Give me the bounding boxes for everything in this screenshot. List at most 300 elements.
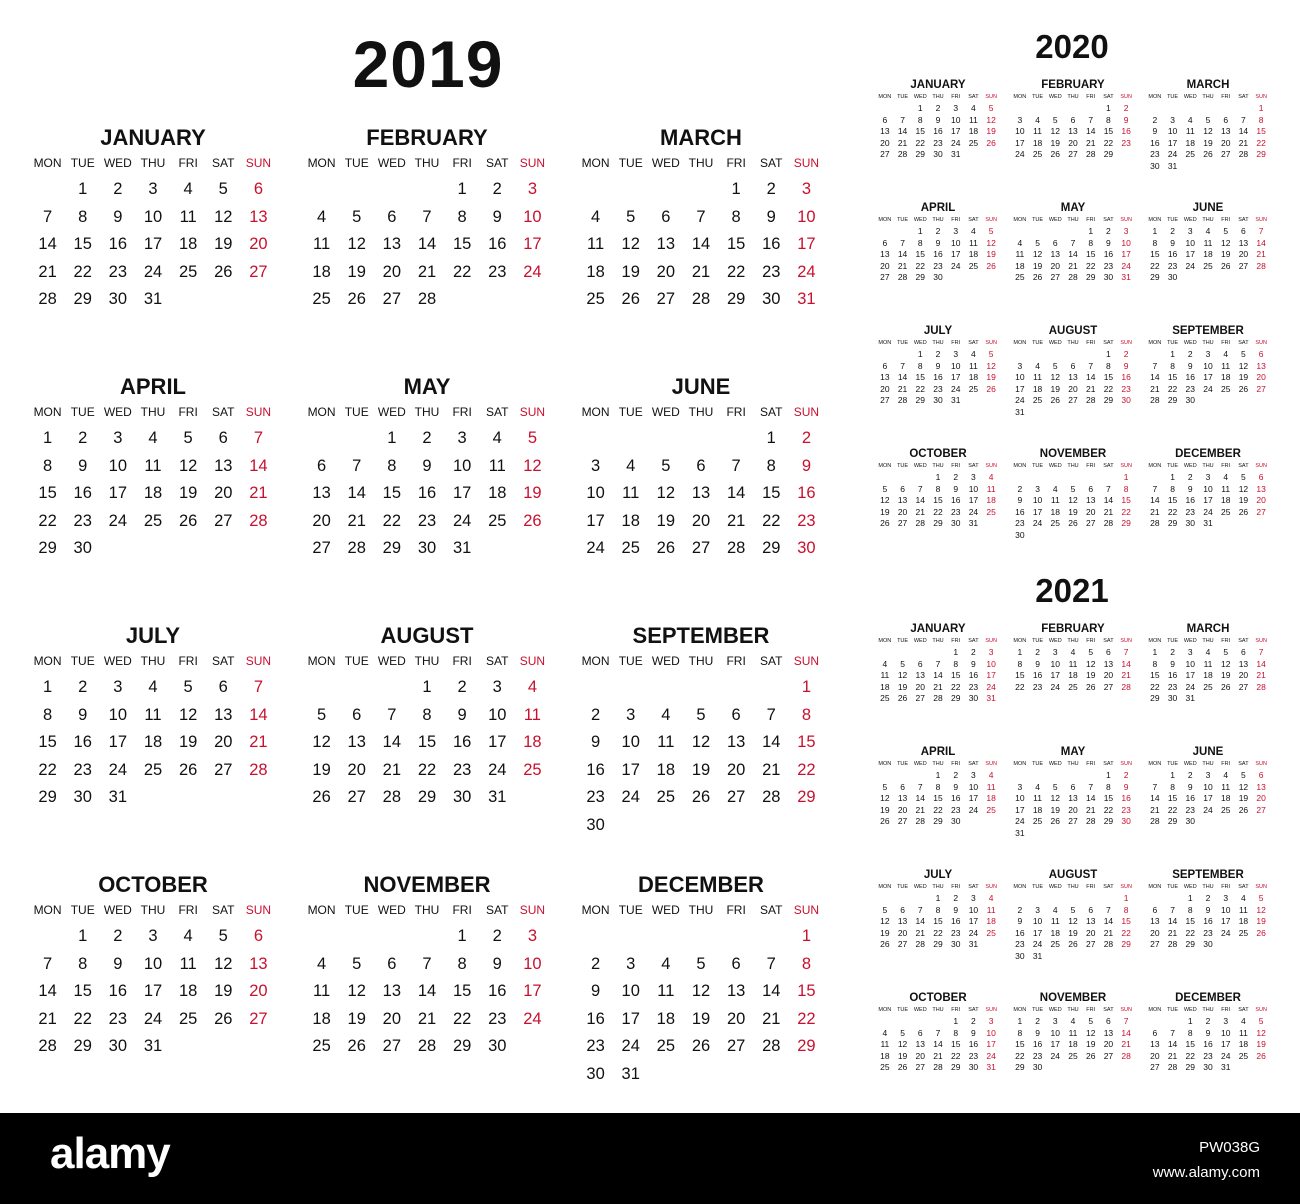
day-cell: 27 [915,693,926,703]
day-cell: 3 [113,678,123,696]
day-cell: 8 [917,360,923,371]
month-2020-september [1146,324,1270,418]
month-title: SEPTEMBER [632,623,770,648]
day-cell: 5 [1258,893,1264,903]
day-cell: 15 [73,235,92,253]
day-cell: 28 [897,395,908,405]
day-cell: 8 [422,705,432,724]
month-2019-january [30,125,276,341]
day-cell: 14 [1167,1039,1178,1049]
day-cell: 18 [1068,670,1078,680]
day-cell: 17 [1015,383,1025,394]
day-cell: 18 [586,262,605,281]
weekday-mon: MON [581,156,610,170]
day-cell: 23 [1015,518,1025,528]
day-cell: 14 [1150,495,1160,505]
weekday-wed: WED [1048,340,1062,346]
day-cell: 24 [1203,383,1213,394]
day-cell: 24 [143,1009,163,1028]
day-cell: 28 [1150,816,1160,826]
weekday-wed: WED [913,340,927,346]
day-cell: 22 [38,511,57,530]
day-cell: 4 [1017,237,1023,248]
day-cell: 6 [352,705,362,724]
day-cell: 25 [1032,816,1043,826]
day-cell: 3 [1017,781,1023,792]
weekday-sat: SAT [1103,884,1114,890]
day-cell: 25 [968,383,979,394]
day-cell: 13 [1220,126,1231,136]
day-cell: 13 [915,1039,926,1049]
day-cell: 2 [78,678,88,696]
weekday-tue: TUE [1167,340,1179,346]
day-cell: 19 [986,126,996,136]
day-cell: 22 [1167,383,1178,394]
day-cell: 5 [183,678,193,696]
day-cell: 18 [523,733,542,751]
weekday-thu: THU [932,94,944,100]
weekday-sun: SUN [1255,884,1267,890]
weekday-wed: WED [1048,94,1062,100]
weekday-tue: TUE [1032,638,1044,644]
weekday-wed: WED [913,761,927,767]
day-cell: 1 [1088,226,1094,236]
day-cell: 16 [1015,506,1025,517]
day-cell: 2 [1205,893,1211,903]
weekday-tue: TUE [1032,340,1044,346]
month-title: AUGUST [1048,325,1098,337]
day-cell: 25 [178,1009,198,1028]
day-cell: 9 [971,658,976,669]
weekday-fri: FRI [726,903,746,917]
weekday-sat: SAT [212,654,235,668]
day-cell: 15 [1185,916,1196,926]
day-cell: 22 [950,1050,961,1061]
day-cell: 28 [915,939,926,949]
day-cell: 24 [986,681,996,692]
day-cell: 20 [1238,249,1249,259]
month-grid [304,400,550,590]
day-cell: 12 [880,916,890,926]
day-cell: 29 [933,816,943,826]
day-cell: 25 [1050,939,1061,949]
weekday-thu: THU [932,884,944,890]
month-grid [1146,215,1270,295]
day-cell: 20 [1085,927,1096,938]
month-2021-october [876,991,1000,1085]
day-cell: 23 [586,1037,605,1055]
day-cell: 17 [621,1009,640,1028]
day-cell: 23 [586,788,605,806]
weekday-sun: SUN [1255,761,1267,767]
day-cell: 29 [417,788,437,806]
day-cell: 24 [621,788,640,806]
day-cell: 4 [1035,360,1040,371]
day-cell: 23 [1185,383,1196,394]
day-cell: 20 [1256,372,1266,382]
day-cell: 2 [1035,1016,1040,1026]
weekday-fri: FRI [1221,463,1231,469]
day-cell: 23 [1203,1050,1213,1061]
day-cell: 21 [1238,137,1249,148]
weekday-sat: SAT [212,156,235,170]
month-2019-april [30,374,276,590]
weekday-thu: THU [414,405,440,419]
day-cell: 13 [726,982,746,1000]
day-cell: 31 [108,788,128,806]
day-cell: 23 [1032,681,1043,692]
day-cell: 4 [1052,483,1058,494]
day-cell: 12 [1238,360,1249,371]
day-cell: 22 [950,681,961,692]
day-cell: 28 [1103,518,1114,528]
day-cell: 10 [621,733,640,751]
weekday-wed: WED [1048,761,1062,767]
day-cell: 7 [766,705,776,724]
day-cell: 13 [1068,372,1078,382]
month-2020-june [1146,201,1270,295]
day-cell: 8 [1170,360,1175,371]
day-cell: 22 [915,383,926,394]
day-cell: 31 [950,395,961,405]
day-cell: 30 [797,539,816,557]
weekday-fri: FRI [951,340,961,346]
day-cell: 5 [218,180,228,198]
month-title: MARCH [1186,79,1230,91]
day-cell: 21 [1150,506,1160,517]
day-cell: 3 [988,1016,994,1026]
day-cell: 3 [953,349,959,359]
day-cell: 26 [347,290,366,308]
day-cell: 15 [915,372,926,382]
day-cell: 15 [950,1039,961,1049]
day-cell: 25 [488,511,507,530]
day-cell: 26 [1068,939,1078,949]
day-cell: 30 [1015,529,1025,540]
day-cell: 28 [762,1037,781,1055]
day-cell: 13 [1256,360,1266,371]
day-cell: 10 [621,982,640,1000]
day-cell: 10 [1032,916,1043,926]
day-cell: 17 [950,372,961,382]
day-cell: 27 [1068,149,1078,159]
month-title: NOVEMBER [1039,992,1107,1004]
day-cell: 8 [953,658,959,669]
weekday-fri: FRI [951,94,961,100]
day-cell: 14 [1085,126,1096,136]
month-title: OCTOBER [98,872,208,897]
day-cell: 26 [621,290,640,308]
day-cell: 13 [1068,793,1078,803]
weekday-tue: TUE [1167,884,1179,890]
day-cell: 30 [1167,693,1178,703]
day-cell: 9 [113,954,123,973]
weekday-sat: SAT [486,903,509,917]
day-cell: 22 [1015,681,1025,692]
month-grid [1011,338,1135,418]
month-2021-august [1011,868,1135,962]
day-cell: 23 [762,262,781,281]
day-cell: 29 [915,395,926,405]
day-cell: 31 [143,1037,163,1055]
weekday-fri: FRI [178,156,198,170]
day-cell: 30 [586,1064,605,1083]
day-cell: 3 [492,678,502,696]
day-cell: 1 [801,678,811,696]
day-cell: 11 [969,114,978,125]
day-cell: 7 [42,954,53,973]
day-cell: 23 [452,760,472,779]
weekday-tue: TUE [1032,884,1044,890]
day-cell: 6 [1152,904,1158,915]
day-cell: 18 [968,372,979,382]
day-cell: 19 [986,249,996,259]
day-cell: 11 [986,781,996,792]
day-cell: 9 [1035,658,1040,669]
day-cell: 29 [1256,149,1266,159]
day-cell: 26 [880,816,890,826]
day-cell: 13 [249,207,268,226]
month-title: JUNE [1192,202,1224,214]
day-cell: 19 [1220,670,1231,680]
weekday-thu: THU [932,761,944,767]
day-cell: 27 [249,262,268,281]
month-grid [1146,92,1270,172]
day-cell: 3 [1017,114,1023,125]
day-cell: 21 [417,262,437,281]
day-cell: 7 [1258,647,1264,657]
weekday-thu: THU [1202,884,1214,890]
day-cell: 1 [935,472,941,482]
weekday-sat: SAT [1103,1007,1114,1013]
day-cell: 2 [971,1016,976,1026]
day-cell: 2 [1152,114,1158,125]
day-cell: 8 [801,954,811,973]
weekday-sat: SAT [760,654,783,668]
day-cell: 10 [586,484,605,502]
day-cell: 1 [1170,472,1175,482]
day-cell: 9 [935,360,941,371]
weekday-wed: WED [1183,217,1197,223]
day-cell: 19 [1238,793,1249,803]
day-cell: 2 [1170,226,1175,236]
day-cell: 12 [656,484,676,502]
day-cell: 21 [249,733,268,751]
day-cell: 17 [1203,495,1213,505]
day-cell: 13 [1256,483,1266,494]
day-cell: 22 [1185,1050,1196,1061]
day-cell: 1 [1258,103,1264,113]
day-cell: 25 [178,262,198,281]
day-cell: 7 [422,207,432,226]
day-cell: 3 [971,472,976,482]
weekday-wed: WED [1183,638,1197,644]
day-cell: 22 [1185,927,1196,938]
day-cell: 30 [968,1062,979,1072]
day-cell: 24 [1121,260,1131,271]
day-cell: 14 [762,982,781,1000]
day-cell: 21 [1068,260,1078,271]
day-cell: 1 [766,429,776,447]
day-cell: 1 [78,180,88,198]
month-title: APRIL [120,374,186,399]
day-cell: 16 [968,670,979,680]
month-2020-december [1146,447,1270,541]
weekday-sun: SUN [1120,217,1132,223]
day-cell: 16 [968,1039,979,1049]
day-cell: 27 [880,395,890,405]
day-cell: 9 [953,904,959,915]
day-cell: 3 [457,429,467,447]
weekday-sat: SAT [486,405,509,419]
day-cell: 17 [1185,249,1196,259]
day-cell: 6 [1241,226,1246,236]
day-cell: 21 [897,260,908,271]
day-cell: 12 [1203,126,1213,136]
weekday-sat: SAT [1103,94,1114,100]
day-cell: 23 [1203,927,1213,938]
day-cell: 18 [880,681,890,692]
weekday-mon: MON [1148,217,1162,223]
weekday-fri: FRI [1086,761,1096,767]
day-cell: 19 [1238,372,1249,382]
day-cell: 28 [915,518,926,528]
day-cell: 27 [726,788,746,806]
day-cell: 21 [897,137,908,148]
day-cell: 29 [1121,518,1131,528]
day-cell: 16 [1203,916,1213,926]
day-cell: 22 [1103,804,1114,815]
day-cell: 20 [880,260,890,271]
day-cell: 2 [935,349,941,359]
day-cell: 9 [1123,781,1129,792]
day-cell: 10 [1015,372,1025,382]
day-cell: 8 [801,705,811,724]
day-cell: 30 [73,539,92,557]
day-cell: 10 [968,904,979,915]
weekday-sat: SAT [1238,884,1249,890]
day-cell: 12 [312,733,331,751]
day-cell: 6 [1070,360,1076,371]
day-cell: 14 [897,372,908,382]
day-cell: 9 [766,207,776,226]
weekday-mon: MON [33,903,62,917]
day-cell: 12 [1256,904,1266,915]
weekday-sat: SAT [1238,1007,1249,1013]
weekday-mon: MON [878,217,892,223]
day-cell: 15 [452,235,472,253]
day-cell: 9 [1187,781,1193,792]
month-2021-july [876,868,1000,962]
day-cell: 24 [1015,816,1025,826]
day-cell: 5 [183,429,193,447]
weekday-fri: FRI [178,654,198,668]
weekday-fri: FRI [951,761,961,767]
weekday-fri: FRI [452,903,472,917]
weekday-mon: MON [878,463,892,469]
day-cell: 10 [1185,658,1196,669]
day-cell: 31 [1167,160,1178,171]
day-cell: 12 [986,237,996,248]
day-cell: 20 [382,1009,402,1028]
day-cell: 28 [38,1037,57,1055]
day-cell: 10 [523,954,542,973]
weekday-tue: TUE [1167,761,1179,767]
day-cell: 18 [1185,137,1196,148]
month-grid [876,92,1000,172]
month-title: JULY [923,325,953,337]
weekday-wed: WED [1183,94,1197,100]
day-cell: 8 [1152,237,1158,248]
day-cell: 25 [880,1062,890,1072]
watermark-footer [0,1113,1300,1204]
day-cell: 21 [915,506,926,517]
day-cell: 31 [1015,827,1025,838]
weekday-sun: SUN [245,405,272,419]
weekday-fri: FRI [1086,884,1096,890]
day-cell: 18 [968,126,979,136]
day-cell: 9 [1017,916,1023,926]
day-cell: 10 [1203,781,1213,792]
weekday-tue: TUE [70,903,95,917]
month-title: FEBRUARY [1041,623,1105,635]
day-cell: 26 [1050,395,1061,405]
weekday-thu: THU [414,654,440,668]
day-cell: 10 [1203,483,1213,494]
day-cell: 12 [178,456,198,475]
month-grid [30,649,276,839]
day-cell: 29 [1150,272,1160,282]
month-grid [1011,882,1135,962]
weekday-thu: THU [414,156,440,170]
day-cell: 18 [143,733,163,751]
day-cell: 6 [731,705,741,724]
day-cell: 10 [1050,658,1061,669]
month-2021-december [1146,991,1270,1085]
day-cell: 21 [915,804,926,815]
day-cell: 6 [253,927,263,945]
day-cell: 7 [1152,781,1158,792]
day-cell: 21 [1121,670,1131,680]
day-cell: 26 [1085,681,1096,692]
day-cell: 20 [1068,137,1078,148]
day-cell: 26 [312,788,331,806]
day-cell: 24 [523,1009,542,1028]
day-cell: 19 [621,262,640,281]
day-cell: 7 [1106,483,1111,494]
day-cell: 15 [1256,126,1266,136]
day-cell: 8 [1106,781,1111,792]
day-cell: 9 [953,781,959,792]
day-cell: 22 [915,137,926,148]
day-cell: 10 [143,954,163,973]
month-2021-march [1146,622,1270,716]
day-cell: 26 [178,760,198,779]
day-cell: 3 [527,180,537,198]
weekday-sun: SUN [793,654,820,668]
weekday-tue: TUE [1032,217,1044,223]
day-cell: 24 [1050,1050,1061,1061]
day-cell: 29 [797,788,816,806]
day-cell: 28 [417,290,437,308]
month-title: MAY [1060,202,1086,214]
weekday-fri: FRI [452,654,472,668]
weekday-mon: MON [1148,340,1162,346]
day-cell: 16 [950,495,961,505]
day-cell: 31 [1121,272,1131,282]
day-cell: 20 [249,982,268,1000]
day-cell: 11 [1068,658,1078,669]
